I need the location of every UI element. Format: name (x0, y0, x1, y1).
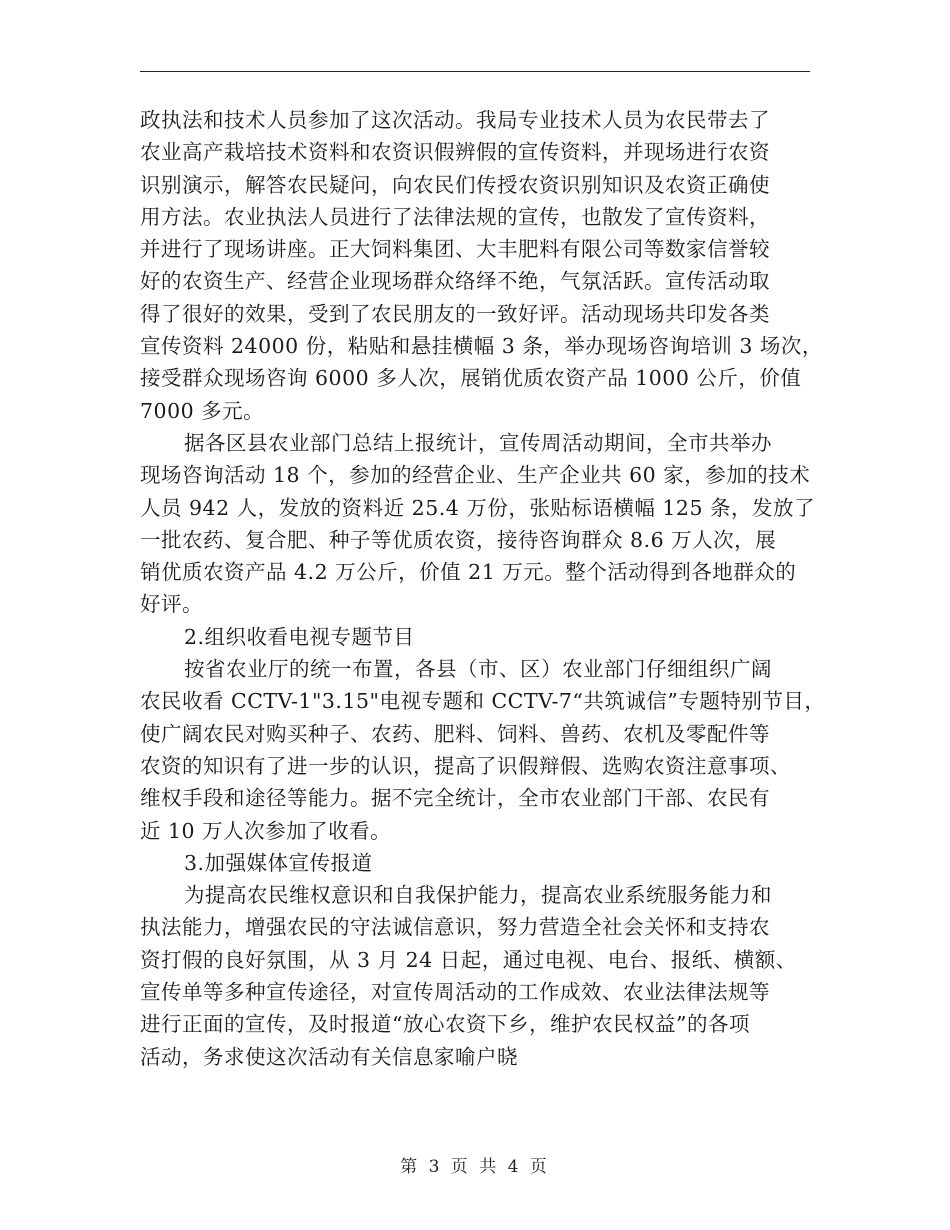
section-heading (140, 621, 810, 653)
text-line: 政执法和技术人员参加了这次活动。我局专业技术人员为农民带去了 (140, 108, 770, 132)
text-line: 现场咨询活动 18 个，参加的经营企业、生产企业共 60 家，参加的技术 (140, 463, 811, 488)
text-line: 7000 多元。 (140, 398, 265, 423)
text-line: 好评。 (140, 592, 203, 617)
text-line: 维权手段和途径等能力。据不完全统计，全市农业部门干部、农民有 (140, 786, 770, 811)
text-line: 农业高产栽培技术资料和农资识假辨假的宣传资料，并现场进行农资 (140, 140, 770, 165)
paragraph (140, 879, 810, 1073)
paragraph (140, 427, 815, 621)
text-line: 识别演示，解答农民疑问，向农民们传授农资识别知识及农资正确使 (140, 172, 770, 197)
text-line: 接受群众现场咨询 6000 多人次，展销优质农资产品 1000 公斤，价值 (140, 366, 802, 391)
text-line: 3.加强媒体宣传报道 (184, 850, 373, 875)
page-number: 第 3 页 共 4 页 (400, 1157, 550, 1177)
text-line: 据各区县农业部门总结上报统计，宣传周活动期间，全市共举办 (184, 430, 772, 455)
text-line: 宣传资料 24000 份，粘贴和悬挂横幅 3 条，举办现场咨询培训 3 场次， (140, 334, 823, 359)
document-body (140, 104, 826, 1073)
text-line: 为提高农民维权意识和自我保护能力，提高农业系统服务能力和 (184, 883, 772, 908)
text-line: 一批农药、复合肥、种子等优质农资，接待咨询群众 8.6 万人次，展 (140, 527, 777, 552)
paragraph (140, 653, 826, 847)
text-line: 并进行了现场讲座。正大饲料集团、大丰肥料有限公司等数家信誉较 (140, 237, 770, 262)
text-line: 农资的知识有了进一步的认识，提高了识假辩假、选购农资注意事项、 (140, 753, 791, 778)
text-line: 销优质农资产品 4.2 万公斤，价值 21 万元。整个活动得到各地群众的 (140, 560, 797, 585)
text-line: 得了很好的效果，受到了农民朋友的一致好评。活动现场共印发各类 (140, 301, 770, 326)
text-line: 按省农业厅的统一布置，各县（市、区）农业部门仔细组织广阔 (184, 657, 772, 682)
text-line: 资打假的良好氛围，从 3 月 24 日起，通过电视、电台、报纸、横额、 (140, 947, 797, 972)
text-line: 农民收看 CCTV-1"3.15"电视专题和 CCTV-7“共筑诚信”专题特别节目， (140, 689, 826, 714)
text-line: 宣传单等多种宣传途径，对宣传周活动的工作成效、农业法律法规等 (140, 980, 770, 1005)
text-line: 好的农资生产、经营企业现场群众络绎不绝，气氛活跃。宣传活动取 (140, 269, 770, 294)
header-rule (140, 71, 810, 72)
text-line: 近 10 万人次参加了收看。 (140, 818, 392, 843)
text-line: 进行正面的宣传，及时报道“放心农资下乡，维护农民权益”的各项 (140, 1012, 750, 1037)
text-line: 2.组织收看电视专题节目 (184, 624, 415, 649)
text-line: 人员 942 人，发放的资料近 25.4 万份，张贴标语横幅 125 条，发放了 (140, 495, 815, 520)
section-heading (140, 847, 810, 879)
text-line: 使广阔农民对购买种子、农药、肥料、饲料、兽药、农机及零配件等 (140, 721, 770, 746)
paragraph (140, 104, 823, 427)
text-line: 用方法。农业执法人员进行了法律法规的宣传，也散发了宣传资料， (140, 204, 770, 229)
text-line: 执法能力，增强农民的守法诚信意识，努力营造全社会关怀和支持农 (140, 915, 770, 940)
text-line: 活动，务求使这次活动有关信息家喻户晓 (140, 1044, 518, 1069)
